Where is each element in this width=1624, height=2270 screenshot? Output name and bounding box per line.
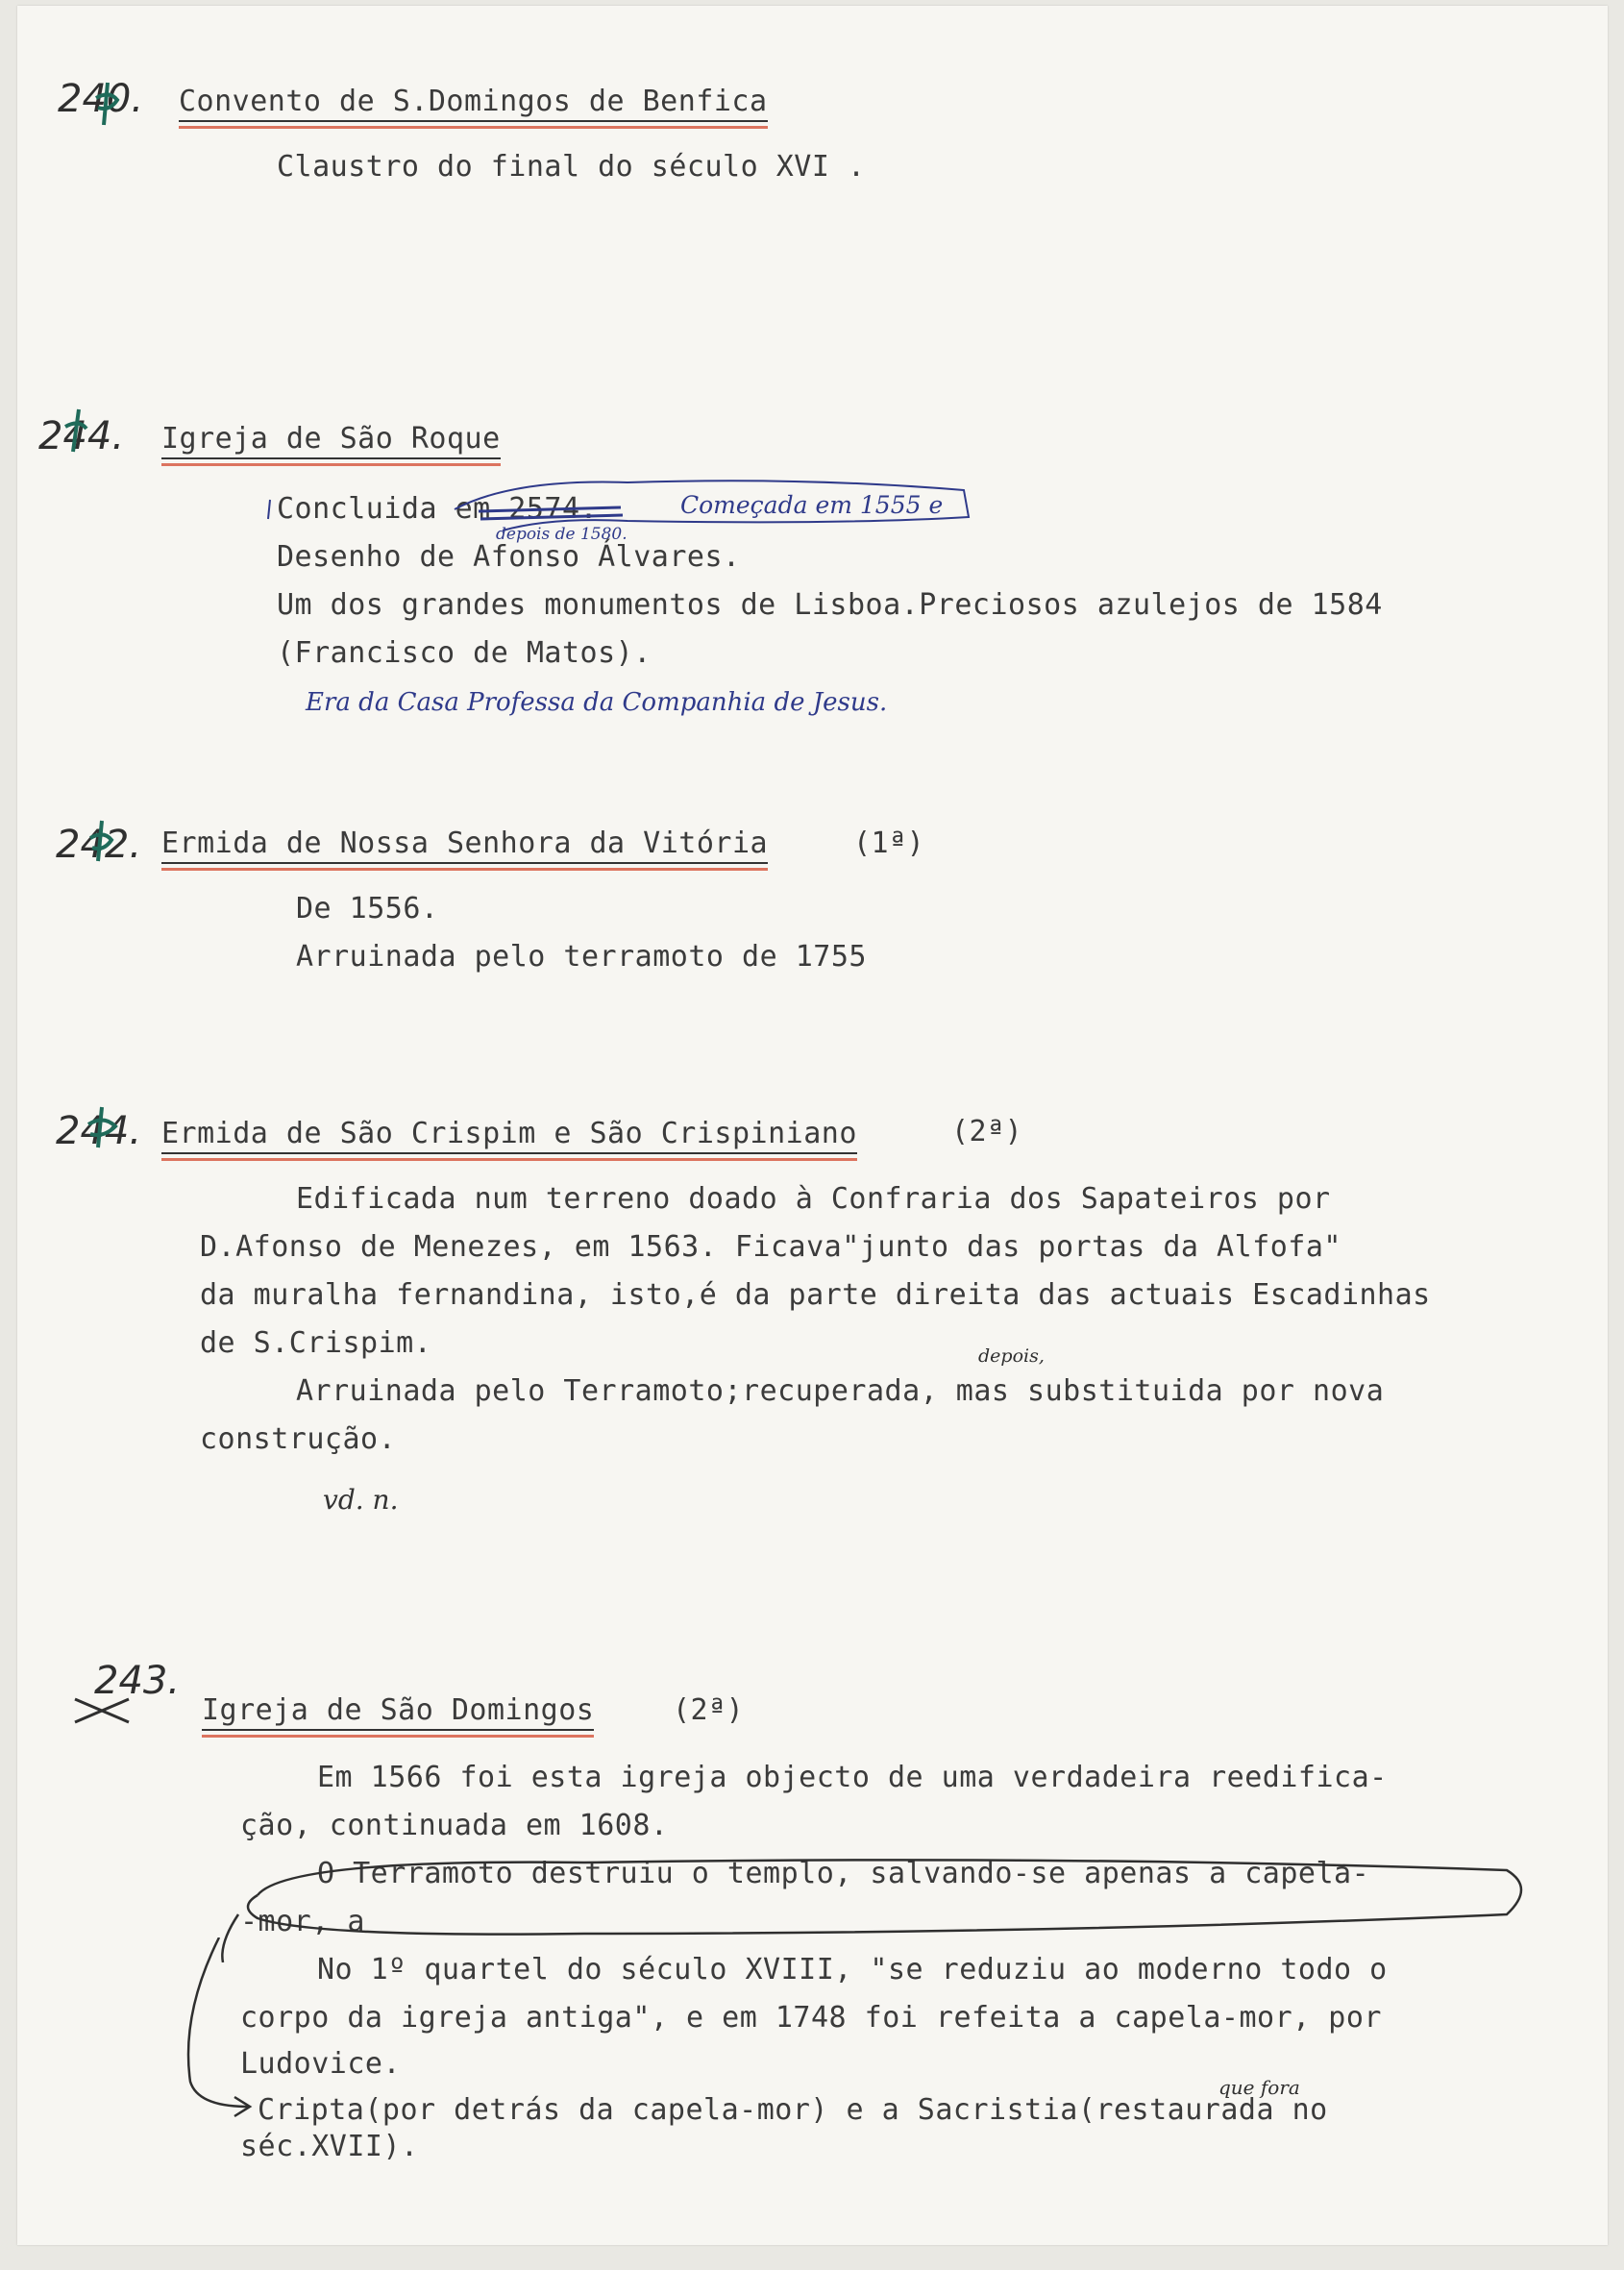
green-correction-mark [86,1105,119,1153]
entry-line: corpo da igreja antiga", e em 1748 foi refeita a capela-mor, por [240,2001,1382,2035]
entry-number: 243. [94,1659,181,1703]
handwritten-note: Era da Casa Professa da Companhia de Jesus. [306,688,888,717]
entry-line: ção, continuada em 1608. [240,1809,669,1842]
entry-line: séc.XVII). [240,2130,419,2163]
entry-title-suffix: (2ª) [673,1693,745,1727]
entry-line: (Francisco de Matos). [277,636,652,670]
entry-line: Desenho de Afonso Álvares. [277,540,741,574]
entry-title: Igreja de São Domingos [202,1693,594,1731]
entry-line: de S.Crispim. [200,1326,432,1360]
entry-line: Em 1566 foi esta igreja objecto de uma verdadeira reedifica- [317,1761,1388,1794]
entry-number: 242. [56,823,142,867]
entry-line: Ludovice. [240,2047,402,2081]
entry-line: Edificada num terreno doado à Confraria dos Sapateiros por [296,1182,1331,1216]
handwritten-note: depois de 1580. [496,525,627,544]
entry-title-suffix: (1ª) [853,827,925,860]
handwritten-note: que fora [1218,2076,1300,2099]
green-correction-mark [62,407,90,456]
strikethrough-mark [71,1693,138,1732]
entry-number: 244. [38,414,125,458]
entry-line: construção. [200,1422,397,1456]
entry-line: O Terramoto destruiu o templo, salvando-se apenas a capela- [317,1857,1370,1890]
entry-line: De 1556. [296,892,439,925]
entry-title: Convento de S.Domingos de Benfica [179,85,768,122]
entry-title: Igreja de São Roque [161,422,501,459]
handwritten-reference: vd. n. [323,1484,399,1516]
entry-title: Ermida de Nossa Senhora da Vitória [161,827,768,864]
entry-line: No 1º quartel do século XVIII, "se reduziu ao moderno todo o [317,1953,1388,1986]
handwritten-circle [200,1838,1545,1962]
entry-number: 240. [58,77,144,121]
entry-title: Ermida de São Crispim e São Crispiniano [161,1117,857,1154]
green-correction-mark [86,819,115,867]
handwritten-note: Começada em 1555 e [680,491,944,519]
entry-title-suffix: (2ª) [951,1115,1023,1148]
entry-line: Claustro do final do século XVI . [277,150,866,184]
entry-line: Arruinada pelo terramoto de 1755 [296,940,867,974]
entry-line: D.Afonso de Menezes, em 1563. Ficava"junto das portas da Alfofa" [200,1230,1341,1264]
entry-line: Arruinada pelo Terramoto;recuperada, mas substituida por nova [296,1374,1385,1408]
document-page [17,6,1608,2245]
entry-line: da muralha fernandina, isto,é da parte direita das actuais Escadinhas [200,1278,1431,1312]
green-correction-mark [92,81,121,129]
entry-line: Um dos grandes monumentos de Lisboa.Preciosos azulejos de 1584 [277,588,1383,622]
handwritten-note: depois, [978,1345,1045,1367]
entry-line: Cripta(por detrás da capela-mor) e a Sacristia(restaurada no [258,2093,1328,2127]
entry-line: Concluida em 2574. [277,492,599,526]
entry-number: 244. [56,1109,142,1153]
arrow-mark [171,1937,267,2130]
entry-line: -mor, a [240,1905,365,1938]
